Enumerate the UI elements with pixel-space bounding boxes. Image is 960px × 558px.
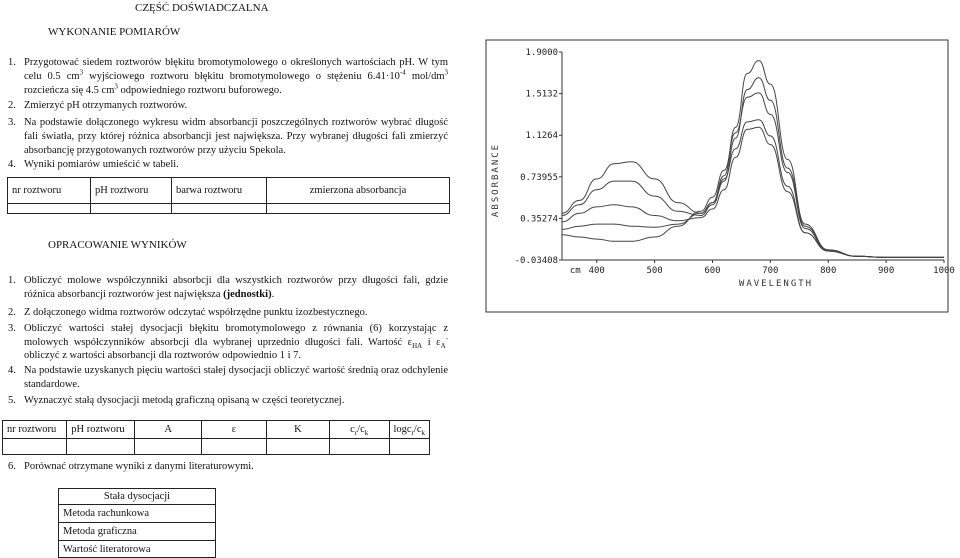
constant-row-calculation: Metoda rachunkowa <box>59 505 216 523</box>
procedure-item-2: Zmierzyć pH otrzymanych roztworów. <box>24 100 188 111</box>
analysis-item-6: Porównać otrzymane wyniki z danymi literaturowymi. <box>24 461 254 472</box>
constant-table <box>58 488 216 558</box>
procedure-item-2-number: 2. <box>8 100 16 111</box>
procedure-item-1: Przygotować siedem roztworów błękitu bromotymolowego o określonych wartościach pH. W tym celu 0.5 $cm^3$ wyjściowego roztworu błękitu bromotymolowego o stężeniu $6.41\cdot 10^{-4}$ mol/$dm^3$ rozcieńcza się 4.5 $cm^3$ odpowiedniego roztworu buforowego. <box>24 57 448 96</box>
x-tick-label: 400 <box>588 266 605 276</box>
section-title: CZĘŚĆ DOŚWIADCZALNA <box>135 2 269 14</box>
spectrum-series-line-2 <box>562 78 944 258</box>
spectrum-series-line-4 <box>562 120 944 258</box>
measurement-table-empty-row <box>8 204 450 214</box>
procedure-item-4-number: 4. <box>8 159 16 170</box>
measurement-header-solution-number: nr roztworu <box>8 178 91 204</box>
y-tick-label: 1.9000 <box>525 48 558 58</box>
y-tick-label: 0.73955 <box>520 172 558 183</box>
table-cell <box>8 204 91 214</box>
table-cell <box>172 204 267 214</box>
x-tick-label: 700 <box>762 266 779 276</box>
analysis-item-3-number: 3. <box>8 323 16 334</box>
calc-header-ph: pH roztworu <box>67 421 135 439</box>
procedure-item-3: Na podstawie dołączonego wykresu widm absorbancji poszczególnych roztworów wybrać długość fali światła, przy której różnica absorbancji jest największa. Przy wybranej długości fali zmierzyć absorbancję przygotowanych roztworów przy użyciu Spekola. <box>24 117 448 156</box>
calc-table-header-row <box>3 421 430 439</box>
x-tick-label: 1000 <box>933 266 955 276</box>
y-tick-label: 1.1264 <box>525 131 558 142</box>
table-cell <box>267 204 450 214</box>
y-axis-label: ABSORBANCE <box>491 142 501 218</box>
analysis-item-6-number: 6. <box>8 461 16 472</box>
table-cell <box>389 439 430 455</box>
analysis-item-1-number: 1. <box>8 275 16 286</box>
constant-table-title-row <box>59 489 216 505</box>
results-title: OPRACOWANIE WYNIKÓW <box>48 239 187 251</box>
constant-row-graphical: Metoda graficzna <box>59 523 216 541</box>
x-units-label: cm <box>569 266 581 276</box>
analysis-item-1: Obliczyć molowe współczynniki absorbcji dla wszystkich roztworów przy długości fali, gdzie różnica absorbancji roztworów jest największa (jednostki). <box>24 275 448 300</box>
procedure-item-4: Wyniki pomiarów umieścić w tabeli. <box>24 159 179 170</box>
measurement-table-header-row <box>8 178 450 204</box>
analysis-item-3: Obliczyć wartości stałej dysocjacji błękitu bromotymolowego z równania (6) korzystając z molowych współczynników absorbcji dla wybranej uprzednio długości fali. Wartość $\varepsilon_{HA}$ i $\varepsilon_A^-$ obliczyć z wartości absorbancji dla roztworów odpowiednio 1 i 7. <box>24 323 448 361</box>
table-cell <box>329 439 389 455</box>
constant-table-title: Stała dysocjacji <box>59 489 216 505</box>
analysis-item-5: Wyznaczyć stałą dysocjacji metodą graficzną opisaną w części teoretycznej. <box>24 395 345 406</box>
x-tick-label: 800 <box>820 266 837 276</box>
constant-table-row <box>59 505 216 523</box>
calc-table <box>2 420 430 455</box>
subsection-title: WYKONANIE POMIARÓW <box>48 26 181 38</box>
y-tick-label: 0.35274 <box>520 214 558 225</box>
calc-header-ratio: $c_r/c_k$ <box>329 421 389 439</box>
constant-table-row <box>59 523 216 541</box>
constant-row-literature: Wartość literatorowa <box>59 541 216 558</box>
table-cell <box>266 439 329 455</box>
procedure-item-1-number: 1. <box>8 57 16 68</box>
measurement-header-ph: pH roztworu <box>91 178 172 204</box>
absorbance-spectrum-chart <box>478 38 955 316</box>
spectrum-series-line-1 <box>562 61 944 258</box>
calc-header-epsilon: ε <box>202 421 267 439</box>
spectrum-series-line-5 <box>562 93 944 258</box>
analysis-item-2-number: 2. <box>8 307 16 318</box>
calc-table-empty-row <box>3 439 430 455</box>
analysis-item-4: Na podstawie uzyskanych pięciu wartości stałej dysocjacji obliczyć wartość średnią oraz odchylenie standardowe. <box>24 365 448 390</box>
calc-header-absorbance: A <box>135 421 202 439</box>
measurement-header-color: barwa roztworu <box>172 178 267 204</box>
table-cell <box>202 439 267 455</box>
constant-table-row <box>59 541 216 558</box>
analysis-item-4-number: 4. <box>8 365 16 376</box>
x-tick-label: 500 <box>646 266 663 276</box>
table-cell <box>3 439 67 455</box>
spectrum-series-line-3 <box>562 127 944 257</box>
calc-header-k: K <box>266 421 329 439</box>
x-tick-label: 900 <box>877 266 895 276</box>
calc-header-solution-number: nr roztworu <box>3 421 67 439</box>
y-tick-label: 1.5132 <box>525 89 558 100</box>
table-cell <box>67 439 135 455</box>
analysis-item-5-number: 5. <box>8 395 16 406</box>
table-cell <box>135 439 202 455</box>
analysis-item-2: Z dołączonego widma roztworów odczytać współrzędne punktu izozbestycznego. <box>24 307 368 318</box>
measurement-table <box>7 177 450 214</box>
x-tick-label: 600 <box>704 266 721 276</box>
measurement-header-absorbance: zmierzona absorbancja <box>267 178 450 204</box>
x-axis-label: WAVELENGTH <box>738 279 814 289</box>
y-tick-label: -0.03408 <box>514 256 558 266</box>
table-cell <box>91 204 172 214</box>
procedure-item-3-number: 3. <box>8 117 16 128</box>
calc-header-log-ratio: $\log c_r/c_k$ <box>389 421 430 439</box>
